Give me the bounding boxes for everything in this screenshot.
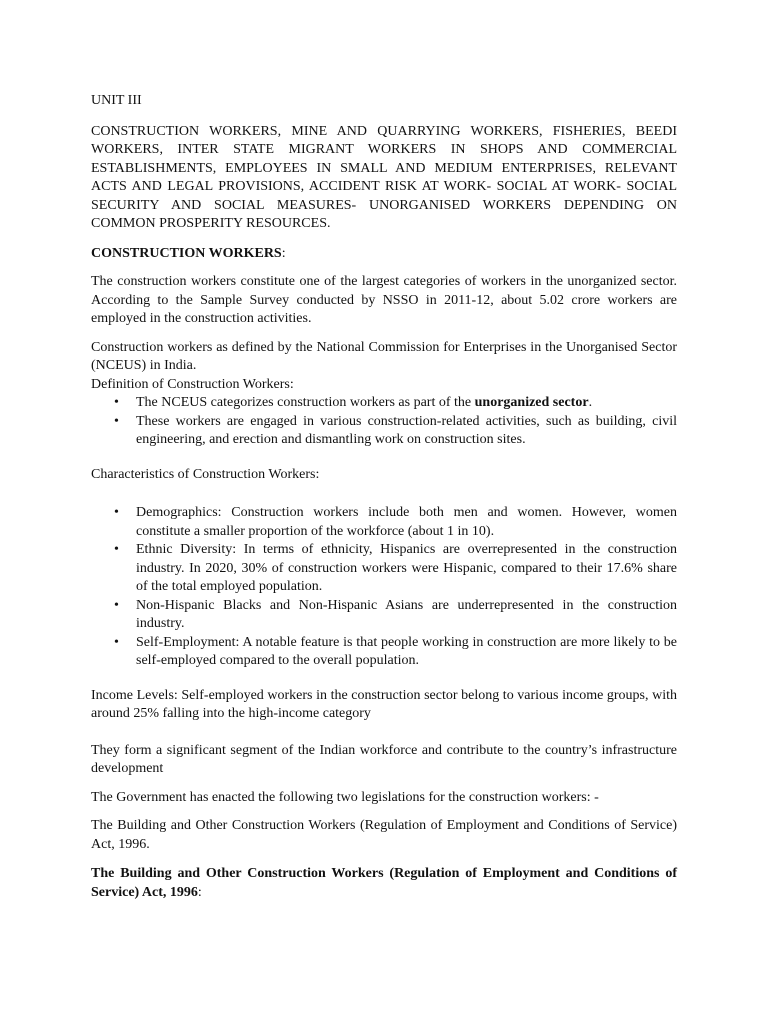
list-item-text: Self-Employment: A notable feature is that people working in construction are more likely to be self-employed compared to the overall population. xyxy=(136,634,677,668)
act-heading-colon: : xyxy=(197,884,202,900)
paragraph-income: Income Levels: Self-employed workers in the construction sector belong to various income groups, with around 25% falling into the high-income category xyxy=(91,687,677,721)
list-item-text: Demographics: Construction workers include both men and women. However, women constitute a smaller proportion of the workforce (about 1 in 10). xyxy=(136,505,677,539)
paragraph-act: The Building and Other Construction Workers (Regulation of Employment and Conditions of Service) Act, 1996. xyxy=(91,818,677,852)
act-heading xyxy=(91,865,677,902)
list-item xyxy=(91,634,677,671)
paragraph-government: The Government has enacted the following two legislations for the construction workers: - xyxy=(91,789,599,805)
unit-title: UNIT III xyxy=(91,93,142,108)
list-item xyxy=(91,413,677,450)
list-item xyxy=(91,504,677,541)
bullet-icon: • xyxy=(114,597,119,613)
list-item-text-end: . xyxy=(588,395,593,410)
document-body xyxy=(91,92,677,902)
paragraph-definition-source: Construction workers as defined by the National Commission for Enterprises in the Unorganised Sector (NCEUS) in India. xyxy=(91,339,677,373)
list-item-text: Ethnic Diversity: In terms of ethnicity, Hispanics are overrepresented in the construction industry. In 2020, 30% of construction workers were Hispanic, compared to their 17.6% share of the total employed population. xyxy=(136,542,677,594)
paragraph-workforce: They form a significant segment of the Indian workforce and contribute to the country’s infrastructure development xyxy=(91,742,677,776)
list-item xyxy=(91,541,677,597)
list-item-bold: unorganized sector xyxy=(474,395,589,410)
characteristics-list xyxy=(91,504,677,671)
list-item-text: Non-Hispanic Blacks and Non-Hispanic Asians are underrepresented in the construction industry. xyxy=(136,597,677,631)
list-item xyxy=(91,394,677,413)
bullet-icon: • xyxy=(114,542,119,557)
list-item xyxy=(91,597,677,634)
bullet-icon: • xyxy=(114,413,119,429)
act-heading-text: The Building and Other Construction Workers (Regulation of Employment and Conditions of Service) Act, 1996 xyxy=(91,866,677,900)
list-item-text: These workers are engaged in various construction-related activities, such as building, civil engineering, and erection and dismantling work on construction sites. xyxy=(136,413,677,447)
definition-list xyxy=(91,394,677,450)
unit-topics: CONSTRUCTION WORKERS, MINE AND QUARRYING WORKERS, FISHERIES, BEEDI WORKERS, INTER STATE MIGRANT WORKERS IN SHOPS AND COMMERCIAL ESTABLISHMENTS, EMPLOYEES IN SMALL AND MEDIUM ENTERPRISES, RELEVANT ACTS AND LEGAL PROVISIONS, ACCIDENT RISK AT WORK- SOCIAL AT WORK- SOCIAL SECURITY AND SOCIAL MEASURES- UNORGANISED WORKERS DEPENDING ON COMMON PROSPERITY RESOURCES. xyxy=(91,123,677,231)
section-heading-colon: : xyxy=(281,245,286,261)
bullet-icon: • xyxy=(114,505,119,520)
characteristics-heading: Characteristics of Construction Workers: xyxy=(91,466,320,482)
section-heading-text: CONSTRUCTION WORKERS xyxy=(91,245,282,261)
list-item-text: The NCEUS categorizes construction workers as part of the xyxy=(136,395,475,410)
definition-heading: Definition of Construction Workers: xyxy=(91,376,294,392)
bullet-icon: • xyxy=(114,395,119,410)
section-heading xyxy=(91,245,677,264)
paragraph-intro: The construction workers constitute one of the largest categories of workers in the unorganized sector. According to the Sample Survey conducted by NSSO in 2011-12, about 5.02 crore workers are employed in the construction activities. xyxy=(91,274,677,326)
bullet-icon: • xyxy=(114,634,119,650)
